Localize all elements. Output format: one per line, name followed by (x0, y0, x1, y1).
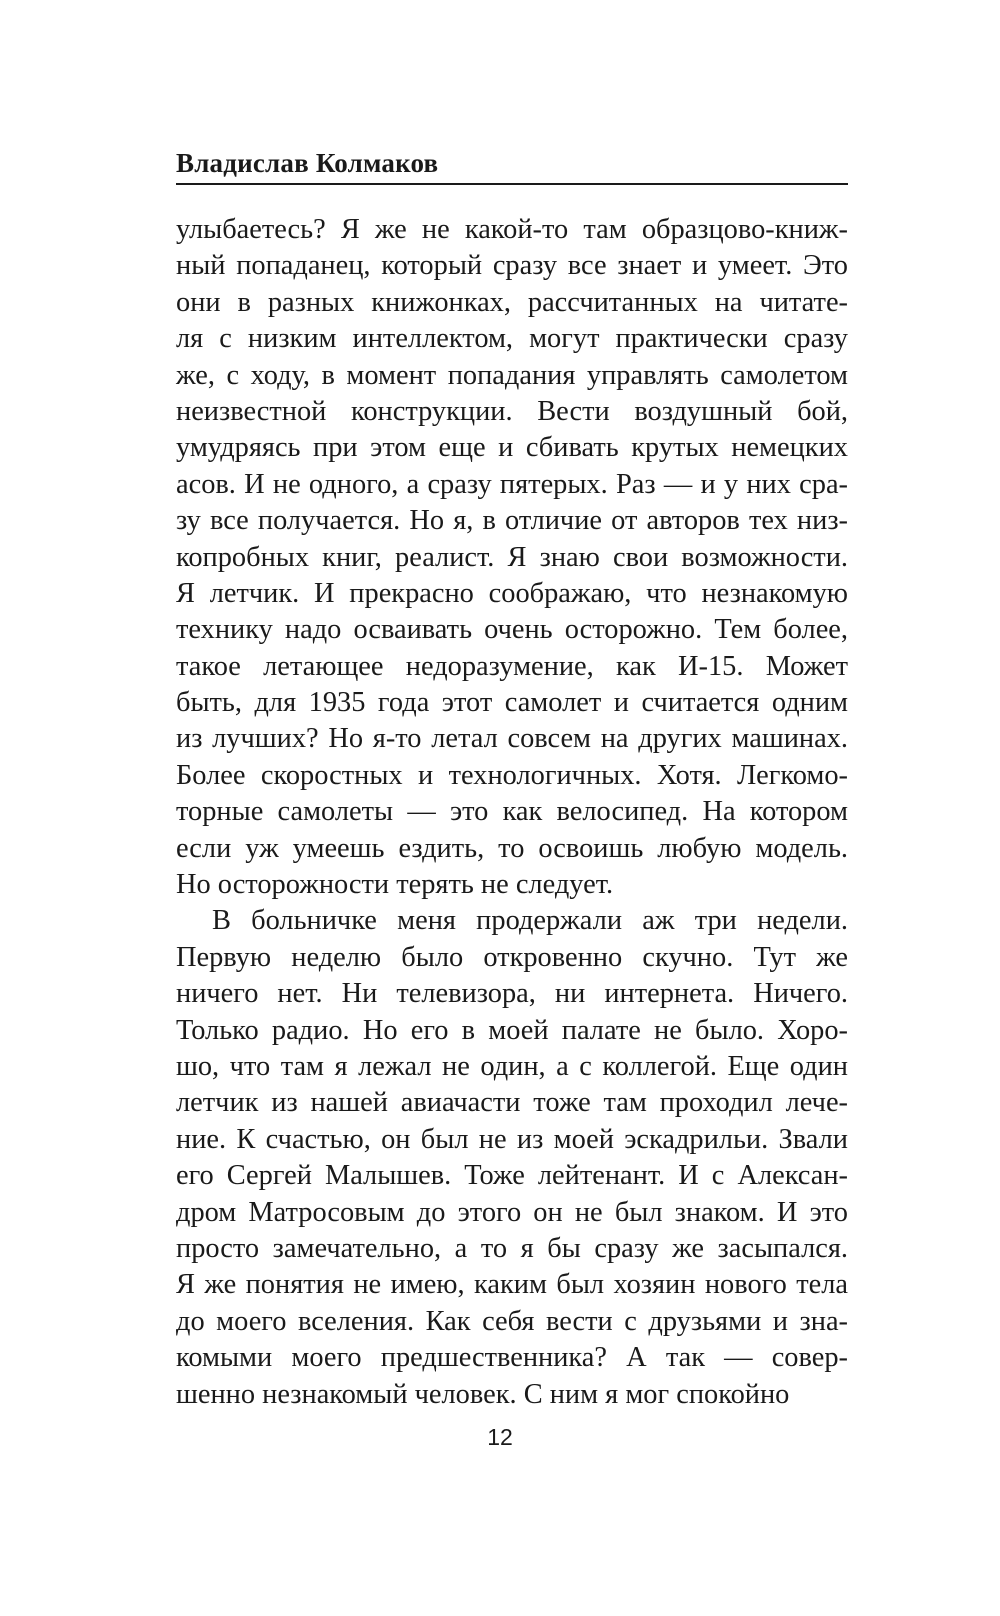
text-line: дром Матросовым до этого он не был знаком. И это (176, 1196, 848, 1228)
text-line: Но осторожности терять не следует. (176, 869, 614, 901)
text-line: они в разных книжонках, рассчитанных на читате- (176, 286, 848, 318)
text-line: неизвестной конструкции. Вести воздушный бой, (176, 395, 848, 427)
text-line: Только радио. Но его в моей палате не было. Хоро- (176, 1014, 848, 1046)
text-line: ный попаданец, который сразу все знает и умеет. Это (176, 250, 848, 282)
text-line: его Сергей Малышев. Тоже лейтенант. И с Алексан- (176, 1160, 848, 1192)
header-rule (176, 183, 848, 185)
text-line: асов. И не одного, а сразу пятерых. Раз — и у них сра- (176, 468, 848, 500)
text-line: быть, для 1935 года этот самолет и считается одним (176, 687, 848, 719)
text-line: просто замечательно, а то я бы сразу же засыпался. (176, 1232, 848, 1264)
text-line: же, с ходу, в момент попадания управлять самолетом (176, 359, 848, 391)
text-line: Более скоростных и технологичных. Хотя. Легкомо- (176, 759, 848, 791)
text-line: из лучших? Но я-то летал совсем на других машинах. (176, 723, 848, 755)
text-line: если уж умеешь ездить, то освоишь любую модель. (176, 832, 848, 864)
running-head-author: Владислав Колмаков (176, 148, 439, 178)
text-line: технику надо осваивать очень осторожно. Тем более, (176, 614, 848, 646)
text-line: комыми моего предшественника? А так — совер- (176, 1342, 848, 1374)
text-line: зу все получается. Но я, в отличие от авторов тех низ- (176, 505, 848, 537)
text-line: ничего нет. Ни телевизора, ни интернета. Ничего. (176, 978, 848, 1010)
text-line: торные самолеты — это как велосипед. На котором (176, 796, 848, 828)
text-line: копробных книг, реалист. Я знаю свои возможности. (176, 541, 848, 573)
text-line: ля с низким интеллектом, могут практически сразу (176, 323, 848, 355)
text-line: В больничке меня продержали аж три недели. (212, 905, 848, 937)
text-line: шо, что там я лежал не один, а с коллегой. Еще один (176, 1050, 848, 1082)
page-number: 12 (487, 1424, 513, 1450)
text-line: Я же понятия не имею, каким был хозяин нового тела (176, 1269, 848, 1301)
text-line: Я летчик. И прекрасно соображаю, что незнакомую (176, 577, 848, 609)
text-line: такое летающее недоразумение, как И-15. Может (176, 650, 848, 682)
text-line: умудряясь при этом еще и сбивать крутых немецких (176, 432, 848, 464)
text-line: до моего вселения. Как себя вести с друзьями и зна- (176, 1305, 848, 1337)
body-text (176, 212, 848, 1413)
text-line: ние. К счастью, он был не из моей эскадрильи. Звали (176, 1123, 848, 1155)
text-line: Первую неделю было откровенно скучно. Тут же (176, 941, 848, 973)
text-line: летчик из нашей авиачасти тоже там проходил лече- (176, 1087, 848, 1119)
text-line: шенно незнакомый человек. С ним я мог спокойно (176, 1378, 790, 1410)
text-line: улыбаетесь? Я же не какой-то там образцово-книж- (176, 214, 848, 245)
